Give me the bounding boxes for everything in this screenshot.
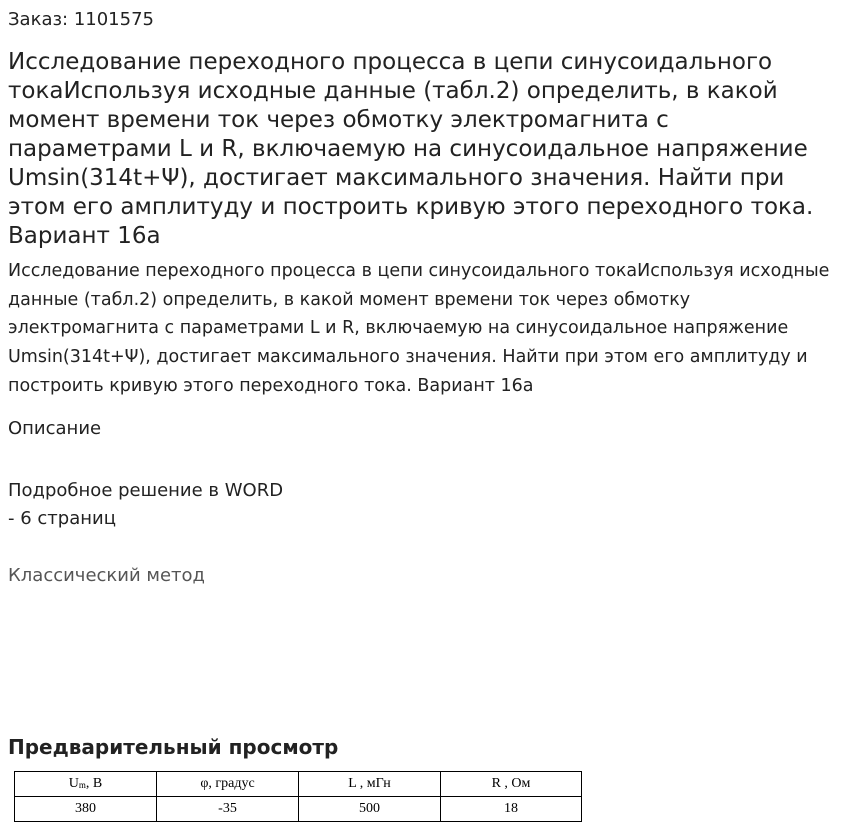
header-l: L , мГн (299, 772, 441, 797)
page-count: - 6 страниц (8, 508, 116, 529)
cell-r: 18 (441, 797, 582, 822)
preview-heading: Предварительный просмотр (8, 735, 339, 759)
order-number: Заказ: 1101575 (8, 9, 154, 30)
cell-phi: -35 (157, 797, 299, 822)
table-header-row (15, 772, 582, 797)
header-phi: φ, градус (157, 772, 299, 797)
cell-l: 500 (299, 797, 441, 822)
header-um: $U_m$, В (15, 772, 157, 797)
parameters-table (14, 771, 582, 822)
solution-format: Подробное решение в WORD (8, 480, 284, 501)
cell-um: 380 (15, 797, 157, 822)
header-r: R , Ом (441, 772, 582, 797)
description-heading: Описание (8, 418, 102, 439)
intro-text: Исследование переходного процесса в цепи синусоидального токаИспользуя исходные данные (табл.2) определить, в какой момент времени ток через обмотку электромагнита с параметрами L и R, включаемую на синусоидальное напряжение Umsin(314t+Ψ), достигает максимального значения. Найти при этом его амплитуду и построить кривую этого переходного тока. Вариант 16а (8, 261, 830, 396)
method-text: Классический метод (8, 565, 205, 586)
table-row (15, 797, 582, 822)
page-title: Исследование переходного процесса в цепи синусоидального токаИспользуя исходные данные (табл.2) определить, в какой момент времени ток через обмотку электромагнита с параметрами L и R, включаемую на синусоидальное напряжение Umsin(314t+Ψ), достигает максимального значения. Найти при этом его амплитуду и построить кривую этого переходного тока. Вариант 16а (8, 49, 814, 249)
